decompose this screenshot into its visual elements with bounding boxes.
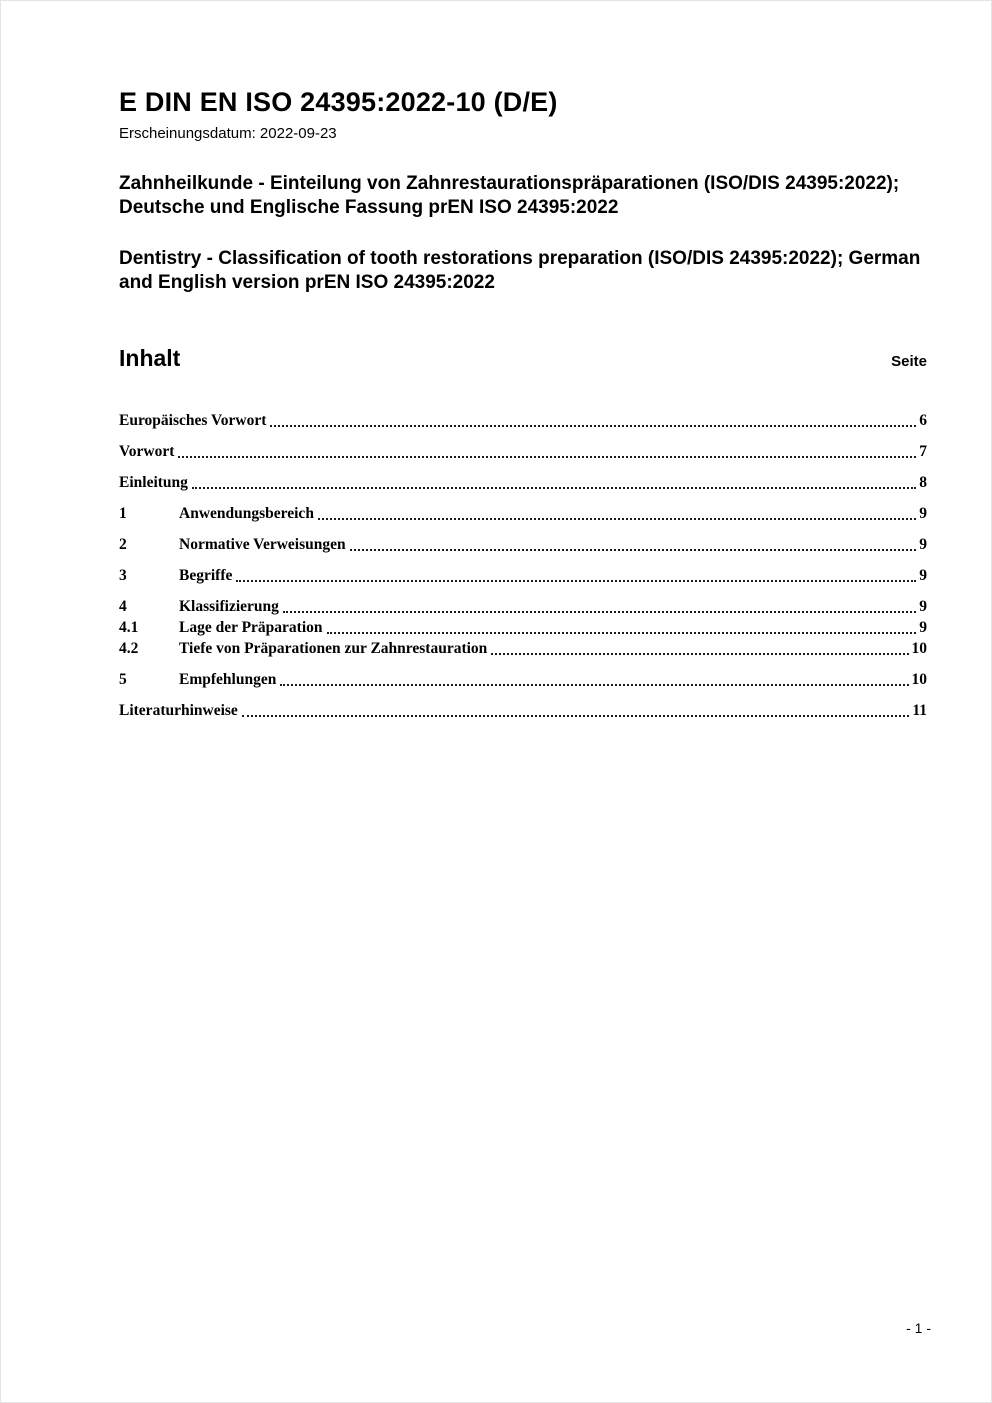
toc-entry-label: Europäisches Vorwort bbox=[119, 412, 267, 430]
toc-entry-number: 2 bbox=[119, 536, 127, 554]
table-of-contents bbox=[119, 410, 927, 721]
toc-entry-label: Tiefe von Präparationen zur Zahnrestauration bbox=[179, 640, 488, 658]
toc-entry-label: Vorwort bbox=[119, 443, 175, 461]
toc-leader-dots bbox=[242, 715, 910, 717]
toc-entry-number: 1 bbox=[119, 505, 127, 523]
toc-leader-dots bbox=[491, 653, 908, 655]
title-german: Zahnheilkunde - Einteilung von Zahnrestaurationspräparationen (ISO/DIS 24395:2022); Deutsche und Englische Fassung prEN ISO 24395:2022 bbox=[119, 173, 900, 219]
toc-entry-page: 10 bbox=[911, 640, 927, 658]
toc-entry-label: Normative Verweisungen bbox=[179, 536, 346, 554]
toc-entry-page: 9 bbox=[919, 598, 927, 616]
publish-date: Erscheinungsdatum: 2022-09-23 bbox=[119, 125, 337, 142]
toc-entry-normative-verweisungen[interactable] bbox=[119, 534, 927, 555]
toc-entry-page: 9 bbox=[919, 536, 927, 554]
toc-entry-page: 7 bbox=[919, 443, 927, 461]
toc-entry-tiefe-von-praeparationen[interactable] bbox=[119, 638, 927, 659]
toc-entry-page: 8 bbox=[919, 474, 927, 492]
toc-entry-number: 4.2 bbox=[119, 640, 139, 658]
toc-entry-einleitung[interactable] bbox=[119, 472, 927, 493]
toc-entry-label: Anwendungsbereich bbox=[179, 505, 314, 523]
toc-leader-dots bbox=[350, 549, 917, 551]
toc-leader-dots bbox=[283, 611, 916, 613]
toc-entry-empfehlungen[interactable] bbox=[119, 669, 927, 690]
toc-leader-dots bbox=[280, 684, 908, 686]
toc-entry-label: Literaturhinweise bbox=[119, 702, 238, 720]
toc-entry-vorwort[interactable] bbox=[119, 441, 927, 462]
toc-leader-dots bbox=[236, 580, 916, 582]
toc-entry-klassifizierung[interactable] bbox=[119, 596, 927, 617]
toc-entry-page: 9 bbox=[919, 619, 927, 637]
toc-heading: Inhalt bbox=[119, 345, 181, 372]
toc-entry-page: 11 bbox=[912, 702, 927, 720]
toc-entry-europaeisches-vorwort[interactable] bbox=[119, 410, 927, 431]
toc-leader-dots bbox=[318, 518, 916, 520]
toc-entry-lage-der-praeparation[interactable] bbox=[119, 617, 927, 638]
toc-entry-number: 4 bbox=[119, 598, 127, 616]
toc-page-column-label: Seite bbox=[891, 353, 927, 371]
document-title: E DIN EN ISO 24395:2022-10 (D/E) bbox=[119, 87, 558, 117]
toc-leader-dots bbox=[327, 632, 917, 634]
title-english: Dentistry - Classification of tooth restorations preparation (ISO/DIS 24395:2022); German and English version prEN ISO 24395:2022 bbox=[119, 247, 921, 293]
toc-entry-label: Begriffe bbox=[179, 567, 233, 585]
toc-entry-label: Empfehlungen bbox=[179, 671, 277, 689]
toc-entry-label: Klassifizierung bbox=[179, 598, 279, 616]
toc-entry-number: 4.1 bbox=[119, 619, 139, 637]
toc-entry-page: 9 bbox=[919, 505, 927, 523]
toc-entry-page: 6 bbox=[919, 412, 927, 430]
toc-entry-literaturhinweise[interactable] bbox=[119, 700, 927, 721]
toc-entry-label: Lage der Präparation bbox=[179, 619, 323, 637]
toc-entry-label: Einleitung bbox=[119, 474, 188, 492]
toc-leader-dots bbox=[270, 425, 916, 427]
toc-leader-dots bbox=[192, 487, 916, 489]
toc-entry-anwendungsbereich[interactable] bbox=[119, 503, 927, 524]
toc-entry-begriffe[interactable] bbox=[119, 565, 927, 586]
toc-leader-dots bbox=[178, 456, 916, 458]
footer-page-number: - 1 - bbox=[906, 1320, 931, 1336]
toc-entry-page: 10 bbox=[911, 671, 927, 689]
toc-entry-page: 9 bbox=[919, 567, 927, 585]
toc-header bbox=[119, 345, 927, 372]
toc-entry-number: 5 bbox=[119, 671, 127, 689]
toc-entry-number: 3 bbox=[119, 567, 127, 585]
